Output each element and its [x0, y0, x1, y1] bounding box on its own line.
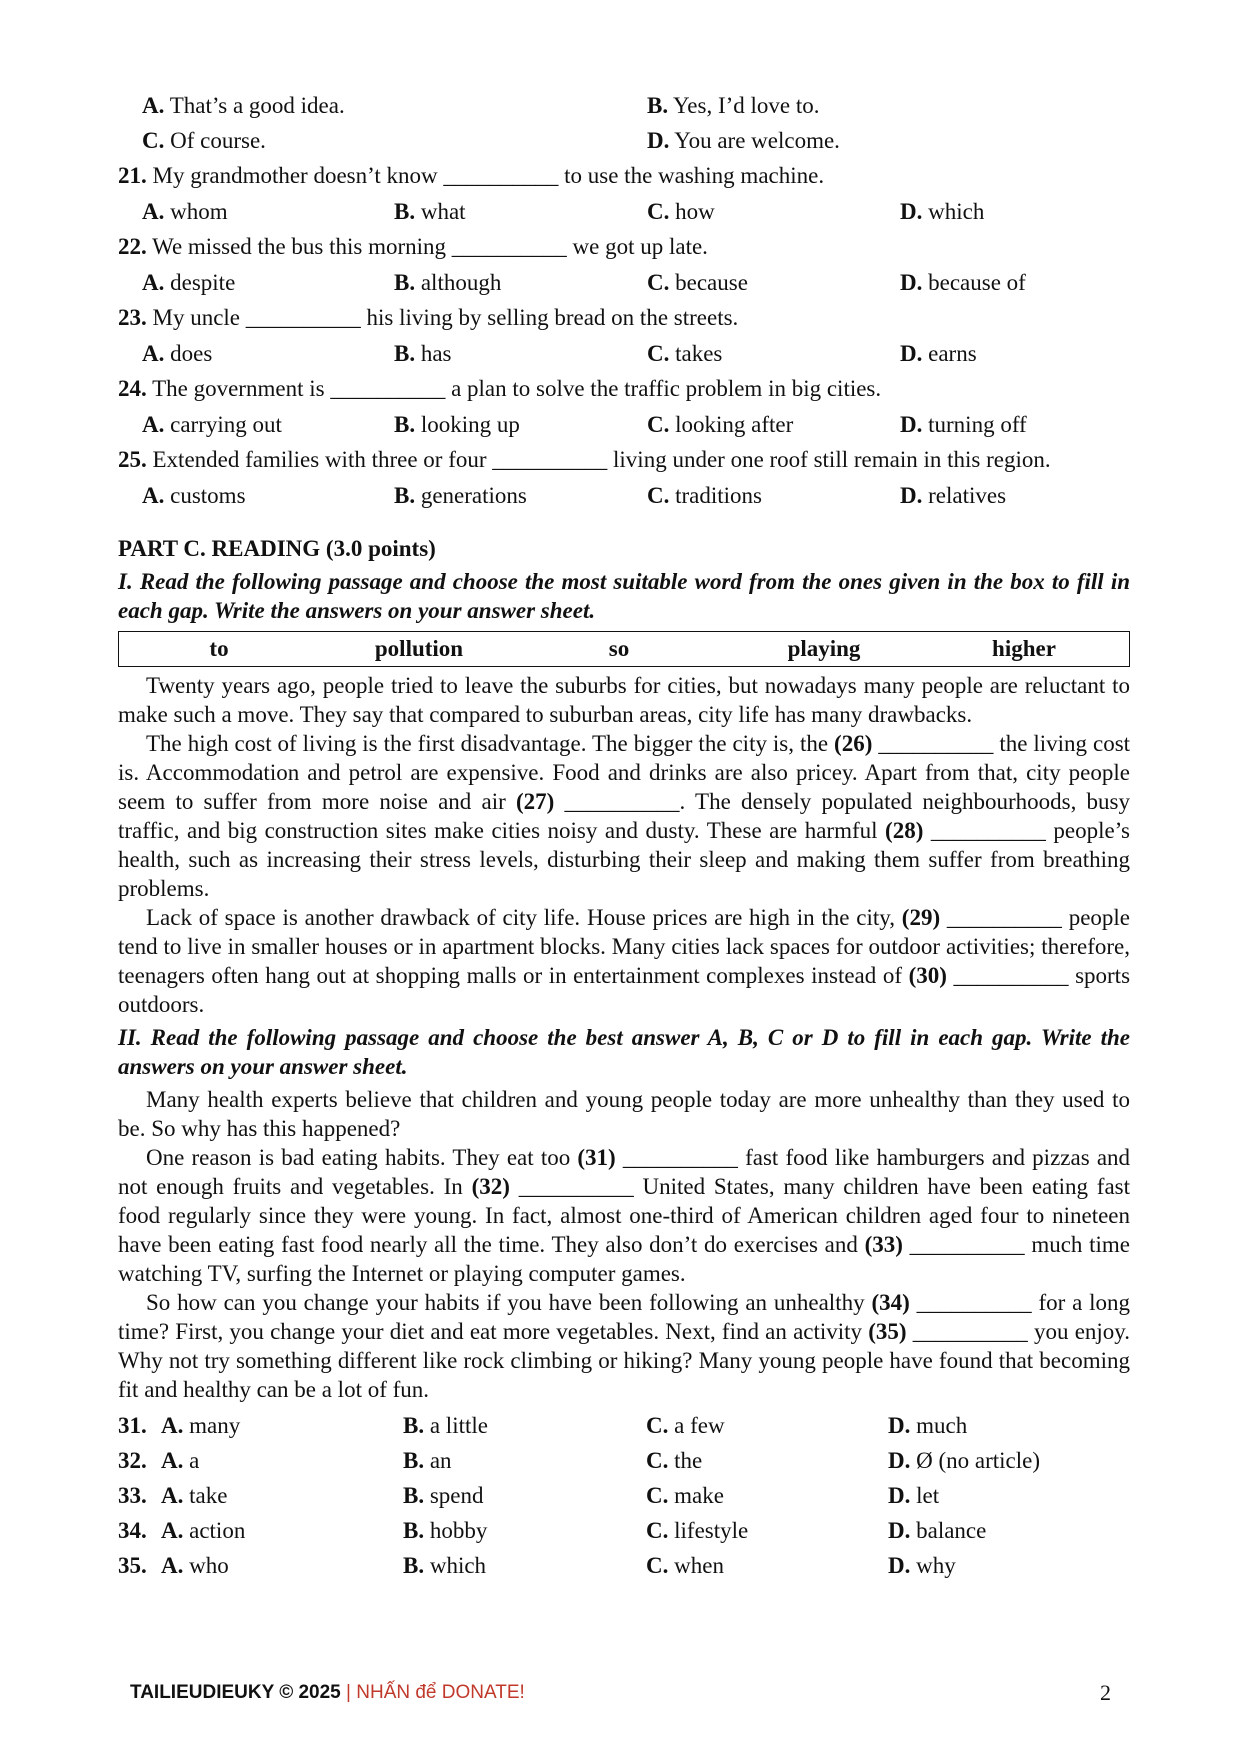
footer-separator: | [346, 1682, 351, 1703]
question-25: 25. Extended families with three or four __________ living under one roof still remain in this region. [118, 447, 1051, 472]
option-b: B. generations [394, 483, 527, 508]
page-number: 2 [1100, 1680, 1111, 1705]
option-c: C. Of course. [142, 128, 266, 153]
word-box-item: so [608, 636, 630, 661]
option-a: A. carrying out [142, 412, 282, 437]
answer-row-33: 33. A. take B. spend C. make D. let [118, 1483, 940, 1508]
option-d: D. which [900, 199, 985, 224]
question-25-options [118, 478, 1130, 513]
option-c: C. how [647, 199, 715, 224]
option-d: D. earns [900, 341, 977, 366]
option-a: A. despite [142, 270, 236, 295]
option-b: B. although [394, 270, 502, 295]
q20-options-row-1 [118, 88, 1130, 123]
option-b: B. has [394, 341, 452, 366]
reading-1-instruction: I. Read the following passage and choose the most suitable word from the ones given in the box to fill in each gap. Write the answers on your answer sheet. [118, 569, 1130, 623]
passage-2-paragraph-3: So how can you change your habits if you have been following an unhealthy (34) __________ for a long time? First, you change your diet and eat more vegetables. Next, find an activity (35) __________ you enjoy. Why not try something different like rock climbing or hiking? Many young people have found that becoming fit and healthy can be a lot of fun. [118, 1290, 1131, 1402]
passage-2-paragraph-1: Many health experts believe that children and young people today are more unhealthy than they used to be. So why has this happened? [118, 1087, 1130, 1141]
word-box-item: higher [992, 636, 1056, 661]
option-a: A. does [142, 341, 213, 366]
reading-2-instruction: II. Read the following passage and choose the best answer A, B, C or D to fill in each gap. Write the answers on your answer sheet. [118, 1025, 1130, 1079]
q20-options-row-2 [118, 123, 1130, 158]
question-22-options [118, 265, 1130, 300]
passage-1-paragraph-3: Lack of space is another drawback of city life. House prices are high in the city, (29) __________ people tend to live in smaller houses or in apartment blocks. Many cities lack spaces for outdoor activities; therefore, teenagers often hang out at shopping malls or in entertainment complexes instead of (30) __________ sports outdoors. [118, 905, 1131, 1017]
option-a: A. That’s a good idea. [142, 93, 345, 118]
word-box [118, 631, 1130, 667]
option-d: D. turning off [900, 412, 1027, 437]
page-content [118, 88, 1130, 1583]
question-24-options [118, 407, 1130, 442]
option-b: B. looking up [394, 412, 520, 437]
option-c: C. takes [647, 341, 723, 366]
passage-1-paragraph-1: Twenty years ago, people tried to leave the suburbs for cities, but nowadays many people are reluctant to make such a move. They say that compared to suburban areas, city life has many drawbacks. [118, 673, 1130, 727]
passage-2-paragraph-2: One reason is bad eating habits. They eat too (31) __________ fast food like hamburgers and pizzas and not enough fruits and vegetables. In (32) __________ United States, many children have been eating fast food regularly since they were young. In fact, almost one-third of American children aged four to nineteen have been eating fast food nearly all the time. They also don’t do exercises and (33) __________ much time watching TV, surfing the Internet or playing computer games. [118, 1145, 1131, 1286]
question-23: 23. My uncle __________ his living by selling bread on the streets. [118, 305, 739, 330]
option-d: D. You are welcome. [647, 128, 840, 153]
question-23-options [118, 336, 1130, 371]
answer-row-31: 31. A. many B. a little C. a few D. much [118, 1413, 968, 1438]
option-d: D. because of [900, 270, 1026, 295]
option-c: C. traditions [647, 483, 763, 508]
option-b: B. what [394, 199, 466, 224]
question-22: 22. We missed the bus this morning __________ we got up late. [118, 234, 708, 259]
word-box-item: to [209, 636, 229, 661]
footer-brand: TAILIEUDIEUKY © 2025 [130, 1682, 341, 1703]
donate-link[interactable]: NHẤN để DONATE! [356, 1682, 525, 1703]
option-a: A. whom [142, 199, 228, 224]
answer-row-34: 34. A. action B. hobby C. lifestyle D. balance [118, 1518, 987, 1543]
option-c: C. because [647, 270, 748, 295]
question-24: 24. The government is __________ a plan to solve the traffic problem in big cities. [118, 376, 882, 401]
answer-row-32: 32. A. a B. an C. the D. Ø (no article) [118, 1448, 1041, 1473]
question-21: 21. My grandmother doesn’t know __________ to use the washing machine. [118, 163, 825, 188]
page-footer [130, 1682, 525, 1704]
option-b: B. Yes, I’d love to. [647, 93, 820, 118]
option-d: D. relatives [900, 483, 1007, 508]
option-c: C. looking after [647, 412, 794, 437]
word-box-item: pollution [374, 636, 464, 661]
part-c-title: PART C. READING (3.0 points) [118, 536, 436, 561]
word-box-item: playing [787, 636, 861, 661]
passage-1-paragraph-2: The high cost of living is the first disadvantage. The bigger the city is, the (26) __________ the living cost is. Accommodation and petrol are expensive. Food and drinks are also pricey. Apart from that, city people seem to suffer from more noise and air (27) __________. The densely populated neighbourhoods, busy traffic, and big construction sites make cities noisy and dusty. These are harmful (28) __________ people’s health, such as increasing their stress levels, disturbing their sleep and making them suffer from breathing problems. [118, 731, 1131, 901]
question-21-options [118, 194, 1130, 229]
answer-row-35: 35. A. who B. which C. when D. why [118, 1553, 956, 1578]
option-a: A. customs [142, 483, 246, 508]
